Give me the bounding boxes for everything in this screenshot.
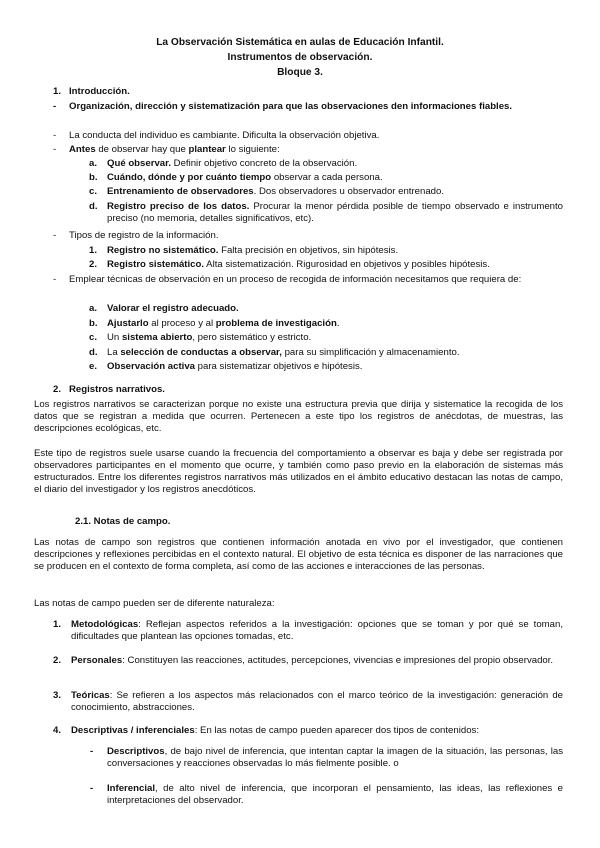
list-letter: b.	[89, 318, 98, 329]
doc-title-line2: Instrumentos de observación.	[227, 52, 373, 63]
list-letter: c.	[89, 186, 98, 197]
list-number: 2.	[89, 259, 98, 270]
list-letter: e.	[89, 361, 98, 372]
bullet-dash: -	[53, 230, 57, 241]
section-2-heading: Registros narrativos.	[69, 384, 165, 395]
list-item-seleccion: La selección de conductas a observar, para su simplificación y almacenamiento.	[107, 347, 460, 358]
list-number: 1.	[53, 619, 62, 630]
section-1-number: 1.	[53, 86, 62, 97]
list-item-que-observar: Qué observar. Definir objetivo concreto de la observación.	[107, 158, 358, 169]
bullet-dash: -	[90, 746, 94, 757]
sub-item-inferencial: Inferencial, de alto nivel de inferencia, que incorporan el pensamiento, las ideas, las reflexiones e interpretaciones del observador.	[107, 783, 563, 806]
list-item-ajustarlo: Ajustarlo al proceso y al problema de investigación.	[107, 318, 340, 329]
doc-title-line3: Bloque 3.	[277, 67, 323, 78]
list-item-descriptivas-inferenciales: Descriptivas / inferenciales: En las notas de campo pueden aparecer dos tipos de contenidos:	[71, 725, 479, 736]
list-item-metodologicas: Metodológicas: Reflejan aspectos referidos a la investigación: opciones que se toman y por qué se toman, dificultades que plantean las opciones tomadas, etc.	[71, 619, 563, 642]
bullet-conducta: La conducta del individuo es cambiante. Dificulta la observación objetiva.	[69, 130, 380, 141]
section-1-heading: Introducción.	[69, 86, 130, 97]
list-item-observacion-activa: Observación activa para sistematizar objetivos e hipótesis.	[107, 361, 363, 372]
section-2-1-heading: 2.1. Notas de campo.	[75, 516, 171, 527]
paragraph-notas-campo-1: Las notas de campo son registros que contienen información anotada en vivo por el investigador, que contienen descripciones y reflexiones percibidas en el contexto natural. El objetivo de esta técnica es disponer de las narraciones que se producen en el contexto de forma completa, así como de las acciones e interacciones de las personas.	[34, 537, 563, 572]
bullet-antes: Antes de observar hay que plantear lo siguiente:	[69, 144, 280, 155]
bullet-tipos-registro: Tipos de registro de la información.	[69, 230, 219, 241]
list-letter: a.	[89, 303, 98, 314]
list-letter: a.	[89, 158, 98, 169]
bullet-dash: -	[53, 274, 57, 285]
list-letter: b.	[89, 172, 98, 183]
paragraph-registros-narrativos-1: Los registros narrativos se caracterizan porque no existe una estructura previa que dirija y sistematice la recogida de los datos que se registran a medida que ocurren. Pertenecen a este tipo los registros de anécdotas, de muestras, las descripciones ecológicas, etc.	[34, 399, 563, 434]
section-2-number: 2.	[53, 384, 62, 395]
doc-title-line1: La Observación Sistemática en aulas de Educación Infantil.	[156, 37, 444, 48]
list-item-sistema-abierto: Un sistema abierto, pero sistemático y estricto.	[107, 332, 312, 343]
list-item-teoricas: Teóricas: Se refieren a los aspectos más relacionados con el marco teórico de la investigación: generación de conocimiento, abstracciones.	[71, 690, 563, 713]
bullet-dash: -	[53, 144, 57, 155]
list-item-valorar: Valorar el registro adecuado.	[107, 303, 239, 314]
list-number: 3.	[53, 690, 62, 701]
list-item-cuando-donde: Cuándo, dónde y por cuánto tiempo observar a cada persona.	[107, 172, 383, 183]
list-number: 2.	[53, 655, 62, 666]
list-number: 1.	[89, 245, 98, 256]
bullet-dash: -	[90, 783, 94, 794]
list-item-sistematico: Registro sistemático. Alta sistematización. Rigurosidad en objetivos y posibles hipótesis.	[107, 259, 490, 270]
list-item-registro-preciso: Registro preciso de los datos. Procurar la menor pérdida posible de tiempo observado e instrumento preciso (no memoria, detalles significativos, etc).	[107, 201, 563, 224]
sub-item-descriptivos: Descriptivos, de bajo nivel de inferencia, que intentan captar la imagen de la situación, las personas, las conversaciones y reacciones observadas lo más fielmente posible. o	[107, 746, 563, 769]
bullet-emplear-tecnicas: Emplear técnicas de observación en un proceso de recogida de información necesitamos que requiera de:	[69, 274, 522, 285]
bullet-dash: -	[53, 101, 57, 112]
paragraph-notas-campo-2: Las notas de campo pueden ser de diferente naturaleza:	[34, 598, 275, 609]
paragraph-registros-narrativos-2: Este tipo de registros suele usarse cuando la frecuencia del comportamiento a observar es baja y debe ser registrada por observadores participantes en el momento que ocurre, y también como paso previo en la elaboración de sistemas más estructurados. Entre los diferentes registros narrativos más utilizados en el ámbito educativo destacan las notas de campo, el diario del investigador y los registros anecdóticos.	[34, 448, 563, 495]
list-letter: d.	[89, 201, 98, 212]
bullet-organizacion: Organización, dirección y sistematización para que las observaciones den informaciones fiables.	[69, 101, 513, 112]
bullet-dash: -	[53, 130, 57, 141]
list-item-personales: Personales: Constituyen las reacciones, actitudes, percepciones, vivencias e impresiones del propio observador.	[71, 655, 554, 666]
list-item-no-sistematico: Registro no sistemático. Falta precisión en objetivos, sin hipótesis.	[107, 245, 399, 256]
list-letter: d.	[89, 347, 98, 358]
list-letter: c.	[89, 332, 98, 343]
list-number: 4.	[53, 725, 62, 736]
list-item-entrenamiento: Entrenamiento de observadores. Dos observadores u observador entrenado.	[107, 186, 445, 197]
